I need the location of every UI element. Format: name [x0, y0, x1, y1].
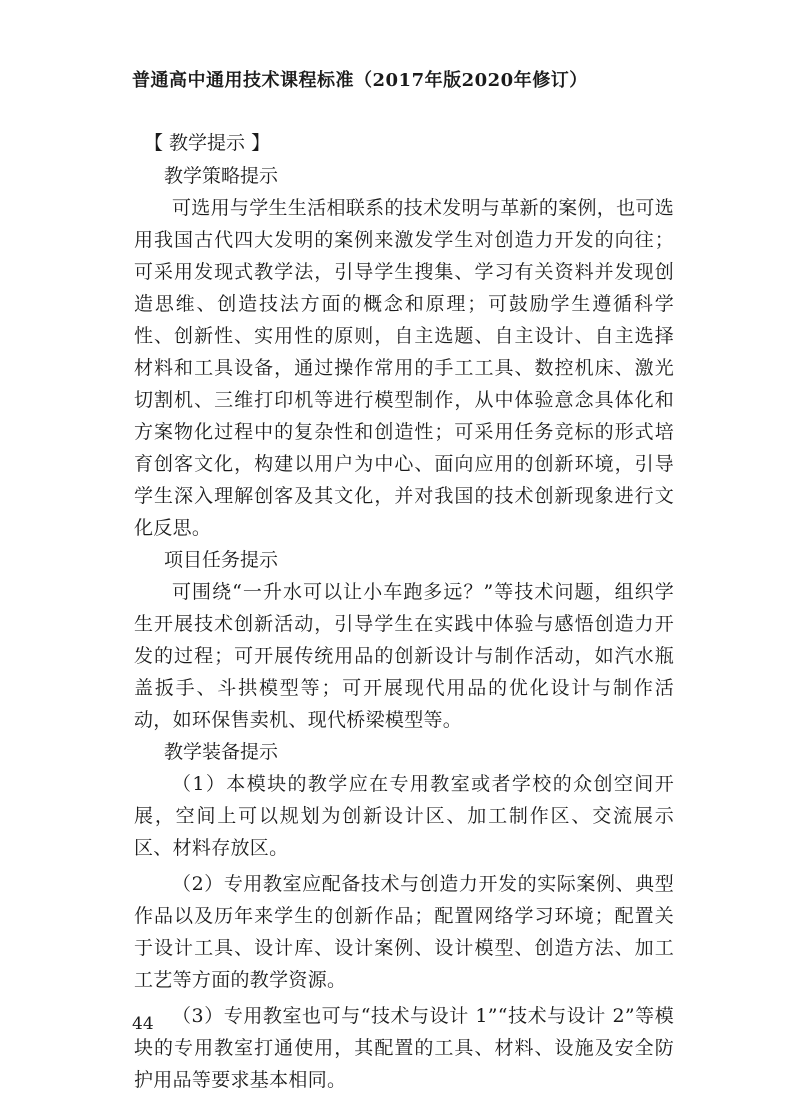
strategy-heading: 教学策略提示 [164, 165, 279, 187]
project-heading: 项目任务提示 [164, 549, 279, 571]
equipment-heading: 教学装备提示 [164, 741, 279, 763]
equipment-item-1: （1）本模块的教学应在专用教室或者学校的众创空间开展，空间上可以规划为创新设计区、加工制作区、交流展示区、材料存放区。 [134, 773, 674, 859]
project-paragraph: 可围绕“一升水可以让小车跑多远？”等技术问题，组织学生开展技术创新活动，引导学生在实践中体验与感悟创造力开发的过程；可开展传统用品的创新设计与制作活动，如汽水瓶盖扳手、斗拱模型等；可开展现代用品的优化设计与制作活动，如环保售卖机、现代桥梁模型等。 [134, 581, 674, 731]
page-content [134, 126, 674, 1096]
page-number: 44 [132, 1014, 154, 1034]
section-title: 【 教学提示 】 [144, 132, 271, 154]
equipment-item-3: （3）专用教室也可与“技术与设计 1”“技术与设计 2”等模块的专用教室打通使用，其配置的工具、材料、设施及安全防护用品等要求基本相同。 [134, 1005, 674, 1091]
running-header: 普通高中通用技术课程标准（2017年版2020年修订） [132, 70, 588, 91]
strategy-paragraph: 可选用与学生生活相联系的技术发明与革新的案例，也可选用我国古代四大发明的案例来激发学生对创造力开发的向往；可采用发现式教学法，引导学生搜集、学习有关资料并发现创造思维、创造技法方面的概念和原理；可鼓励学生遵循科学性、创新性、实用性的原则，自主选题、自主设计、自主选择材料和工具设备，通过操作常用的手工工具、数控机床、激光切割机、三维打印机等进行模型制作，从中体验意念具体化和方案物化过程中的复杂性和创造性；可采用任务竞标的形式培育创客文化，构建以用户为中心、面向应用的创新环境，引导学生深入理解创客及其文化，并对我国的技术创新现象进行文化反思。 [134, 197, 674, 539]
equipment-item-2: （2）专用教室应配备技术与创造力开发的实际案例、典型作品以及历年来学生的创新作品；配置网络学习环境；配置关于设计工具、设计库、设计案例、设计模型、创造方法、加工工艺等方面的教学资源。 [134, 873, 674, 991]
